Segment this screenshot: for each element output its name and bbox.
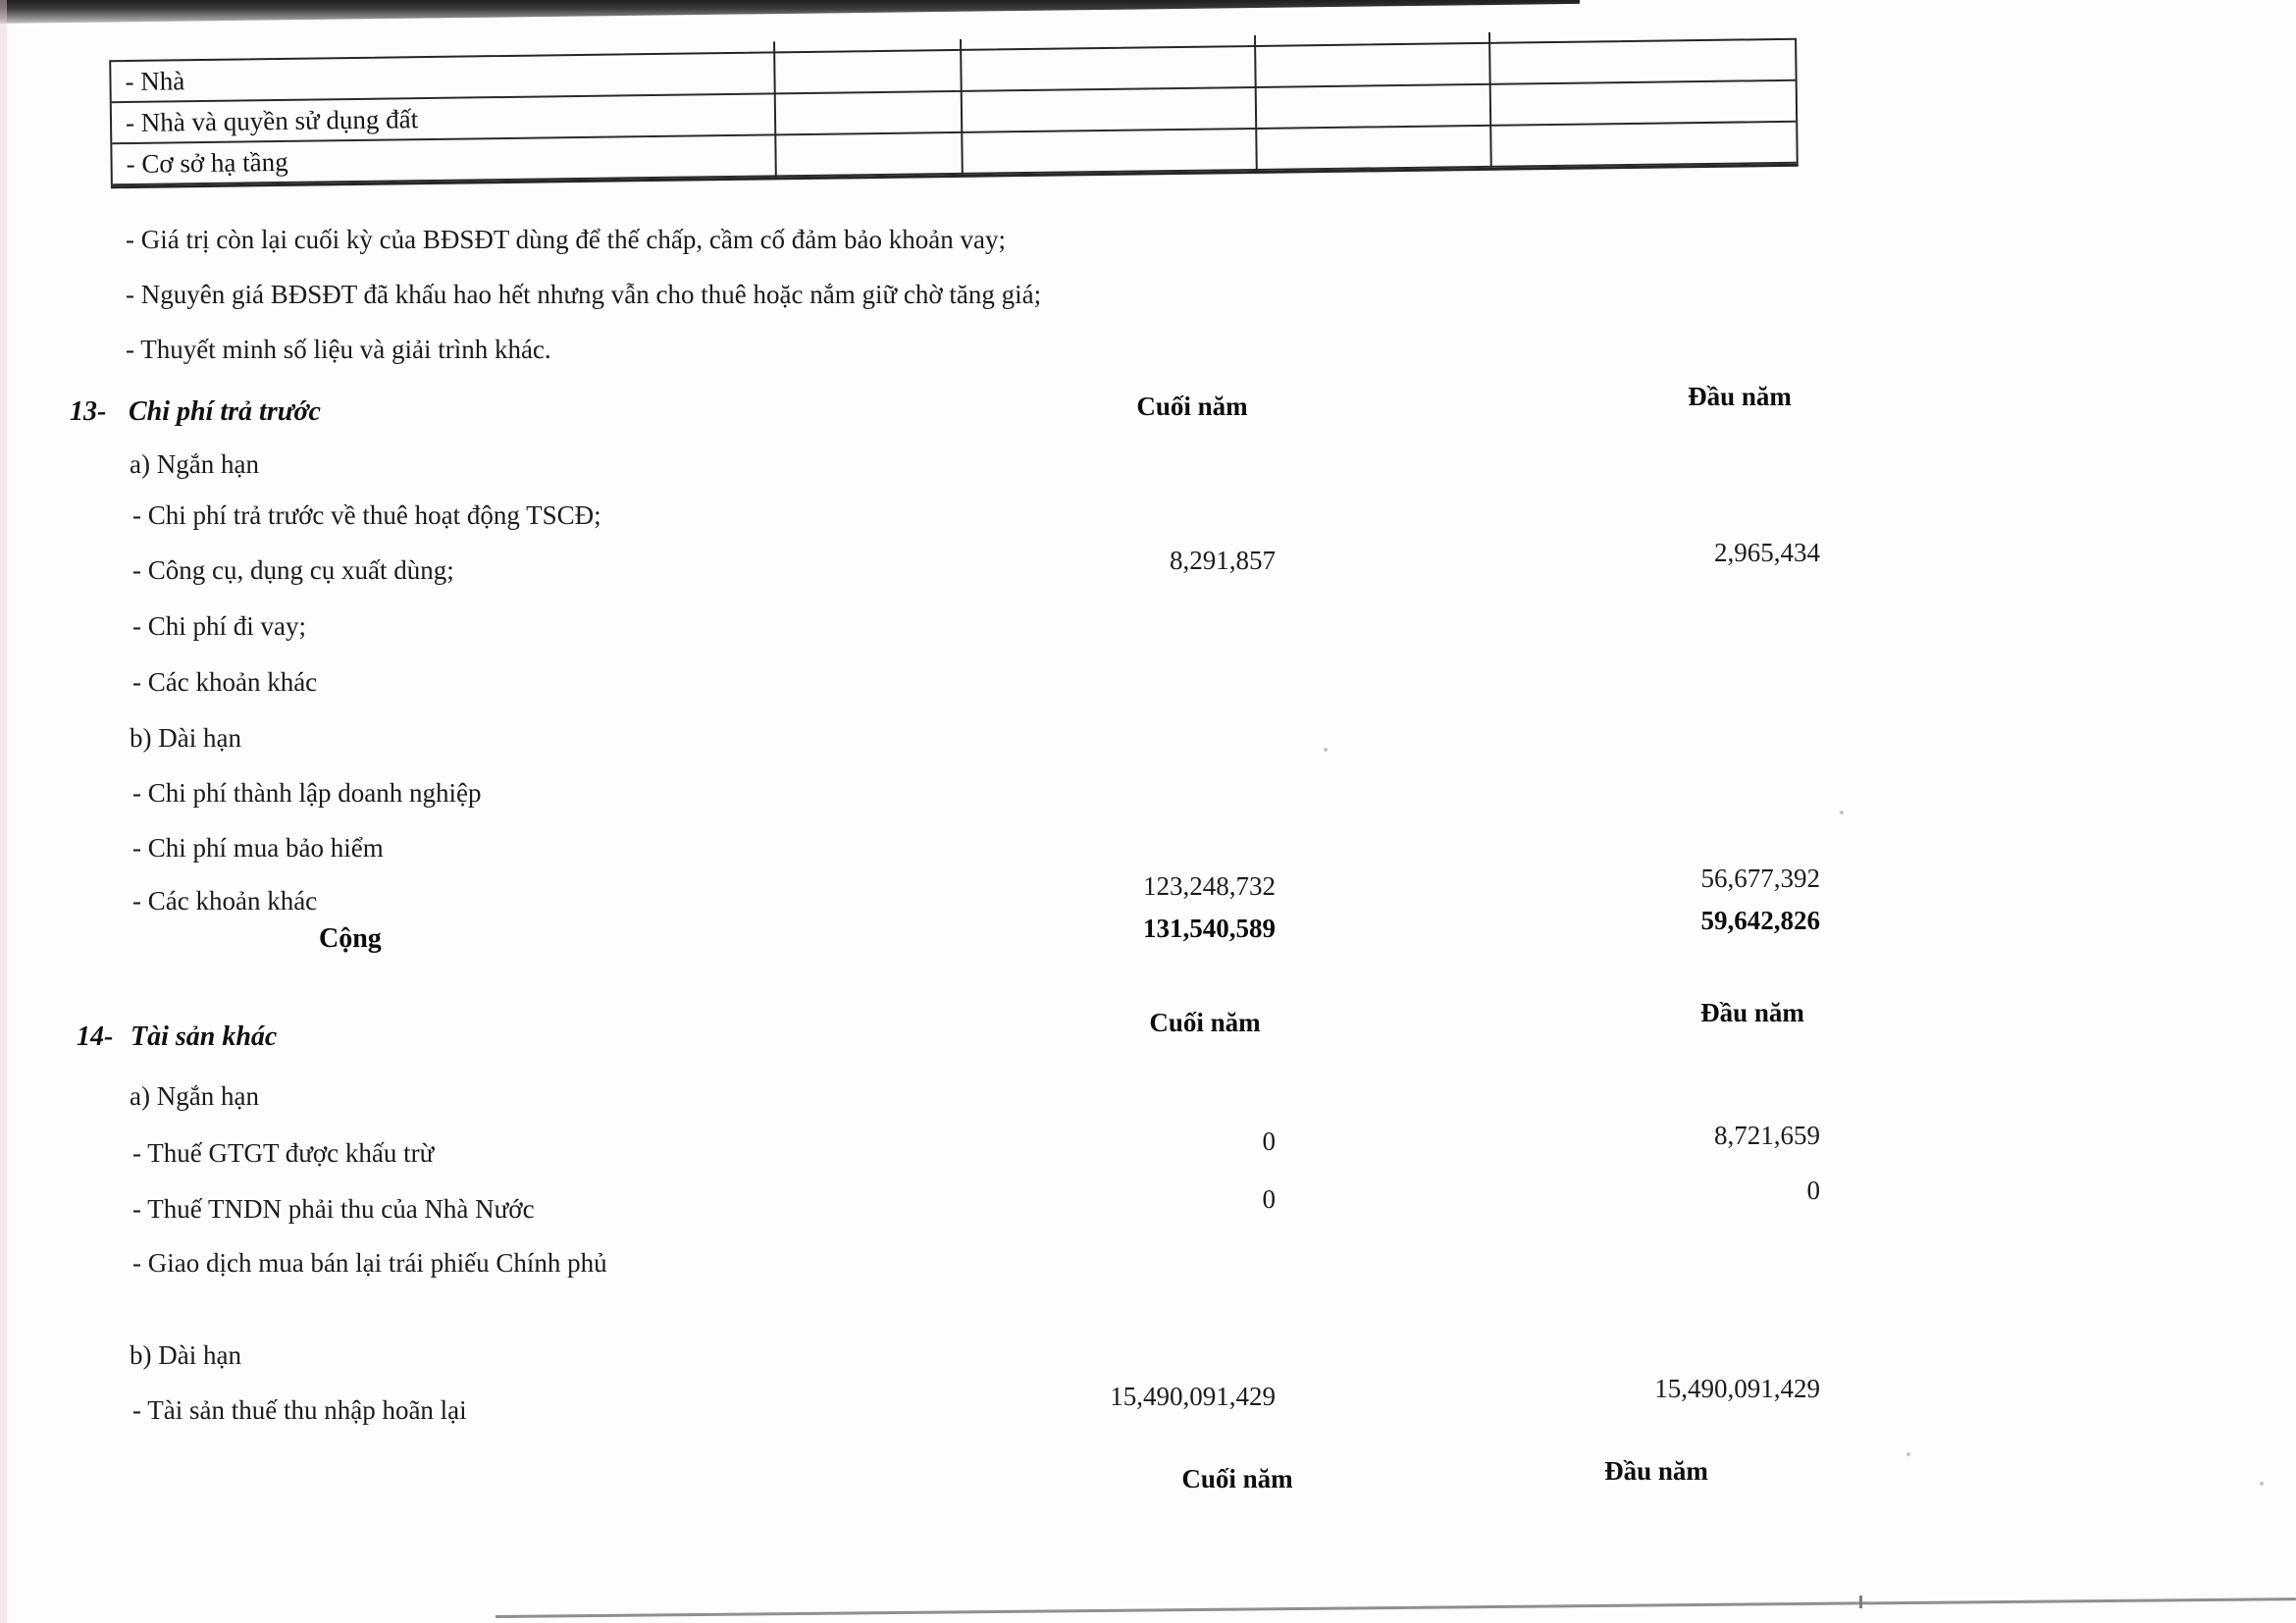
value-begin-year: 15,490,091,429 (1654, 1374, 1820, 1403)
note-line: - Giá trị còn lại cuối kỳ của BĐSĐT dùng để thế chấp, cầm cố đảm bảo khoản vay; (126, 225, 1006, 254)
line-item-label: - Chi phí mua bảo hiểm (132, 833, 384, 863)
column-header-end-year: Cuối năm (1136, 392, 1248, 421)
line-item-label: - Chi phí đi vay; (132, 611, 306, 641)
scan-artifact-top-edge (0, 0, 1580, 26)
value-end-year: 0 (1262, 1184, 1276, 1214)
value-begin-year: 0 (1806, 1176, 1820, 1205)
investment-property-table (109, 38, 1799, 189)
line-item-label: - Tài sản thuế thu nhập hoãn lại (132, 1395, 467, 1425)
line-item-label: - Chi phí trả trước về thuê hoạt động TSCĐ; (132, 500, 601, 530)
section-title: Chi phí trả trước (129, 396, 321, 427)
group-label: a) Ngắn hạn (130, 449, 259, 479)
line-item-label: - Thuế TNDN phải thu của Nhà Nước (132, 1194, 535, 1224)
scan-artifact-bottom-edge (496, 1597, 2296, 1618)
column-header-end-year: Cuối năm (1149, 1008, 1261, 1037)
note-line: - Nguyên giá BĐSĐT đã khấu hao hết nhưng vẫn cho thuê hoặc nắm giữ chờ tăng giá; (126, 280, 1042, 309)
total-value-end-year: 131,540,589 (1143, 914, 1276, 943)
column-header-end-year: Cuối năm (1181, 1464, 1293, 1493)
note-line: - Thuyết minh số liệu và giải trình khác. (126, 335, 551, 364)
total-label: Cộng (319, 923, 382, 954)
value-end-year: 0 (1262, 1126, 1276, 1156)
group-label: b) Dài hạn (130, 723, 241, 753)
total-value-begin-year: 59,642,826 (1700, 906, 1820, 935)
scan-speck (1840, 811, 1844, 814)
value-begin-year: 8,721,659 (1714, 1121, 1820, 1150)
table-cell-label: - Nhà (125, 66, 185, 97)
value-begin-year: 2,965,434 (1714, 538, 1820, 567)
scan-speck (1906, 1452, 1910, 1456)
value-end-year: 123,248,732 (1143, 871, 1276, 901)
scan-artifact-left-edge (0, 0, 7, 1623)
line-item-label: - Công cụ, dụng cụ xuất dùng; (132, 555, 454, 585)
column-header-begin-year: Đầu năm (1604, 1456, 1708, 1486)
group-label: b) Dài hạn (130, 1340, 241, 1370)
value-end-year: 15,490,091,429 (1110, 1382, 1276, 1411)
line-item-label: - Thuế GTGT được khấu trừ (132, 1138, 435, 1168)
line-item-label: - Các khoản khác (132, 886, 318, 916)
section-number: 14- (77, 1021, 114, 1052)
table-cell-label: - Cơ sở hạ tầng (126, 146, 288, 180)
column-header-begin-year: Đầu năm (1688, 382, 1792, 411)
scan-speck (2260, 1482, 2264, 1486)
section-title: Tài sản khác (130, 1021, 278, 1052)
line-item-label: - Các khoản khác (132, 667, 318, 697)
group-label: a) Ngắn hạn (130, 1081, 259, 1111)
line-item-label: - Chi phí thành lập doanh nghiệp (132, 778, 482, 808)
value-begin-year: 56,677,392 (1700, 864, 1820, 893)
line-item-label: - Giao dịch mua bán lại trái phiếu Chính phủ (132, 1248, 607, 1278)
section-number: 13- (70, 396, 107, 427)
column-header-begin-year: Đầu năm (1700, 998, 1804, 1027)
scan-artifact-tick (1859, 1596, 1862, 1608)
table-cell-label: - Nhà và quyền sử dụng đất (125, 104, 419, 138)
scan-speck (1324, 748, 1328, 752)
value-end-year: 8,291,857 (1170, 546, 1276, 575)
